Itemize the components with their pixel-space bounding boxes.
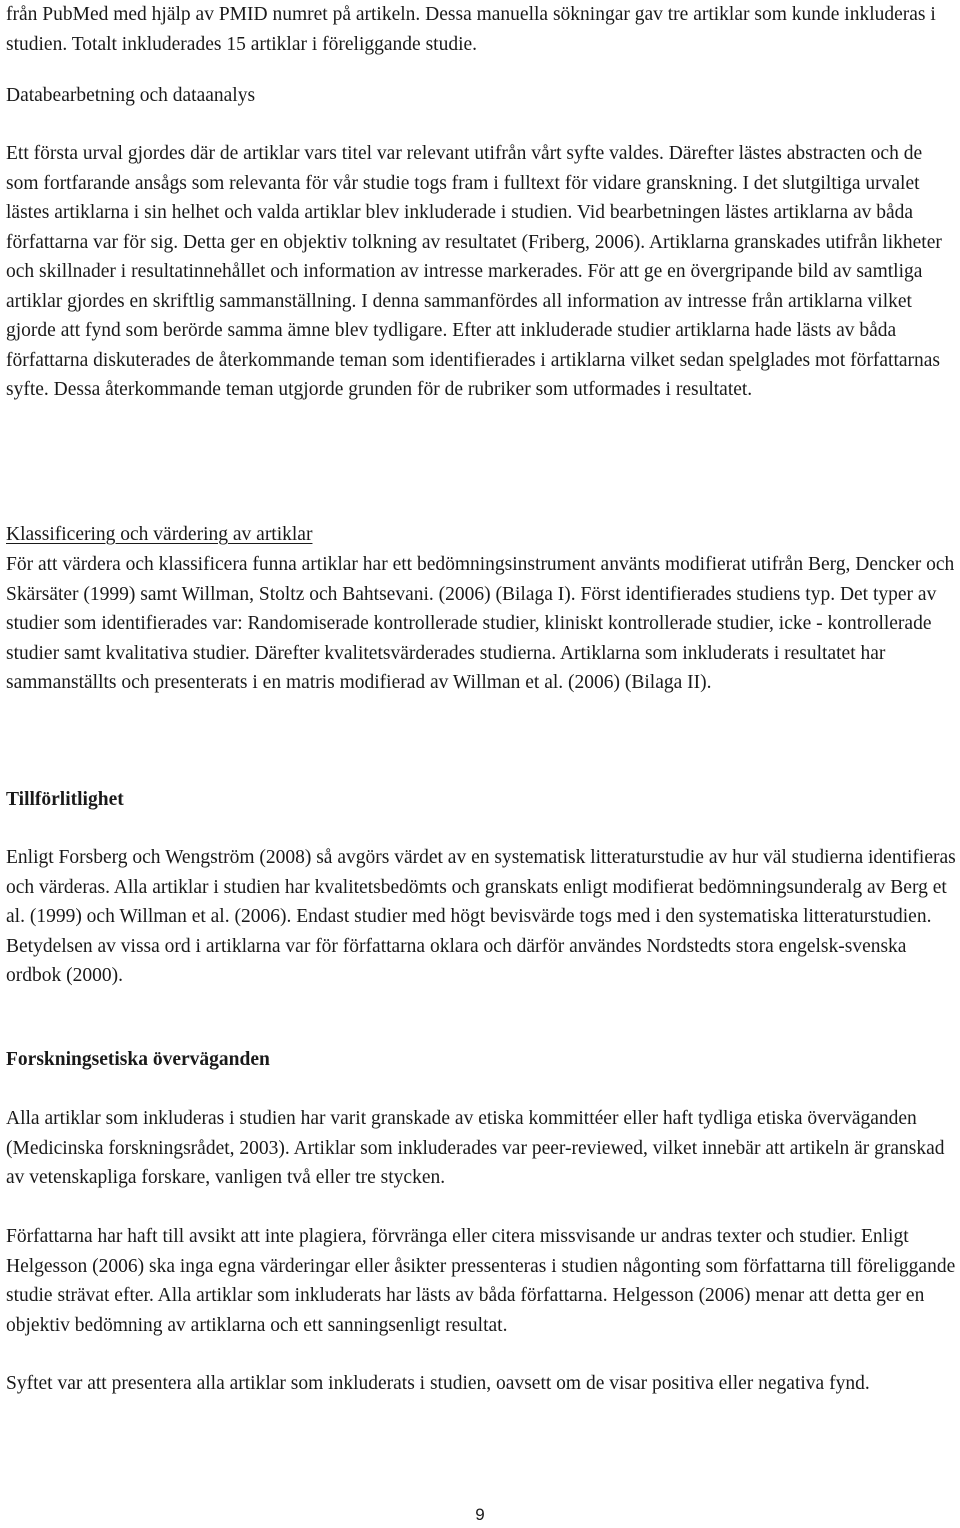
paragraph-tillforlitlighet: Enligt Forsberg och Wengström (2008) så avgörs värdet av en systematisk litteraturstudie av hur väl studierna identifieras och värderas. Alla artiklar i studien har kvalitetsbedömts och granskats enligt modifierat bedömningsunderalg av Berg et al. (1999) och Willman et al. (2006). Endast studier med högt bevisvärde togs med i den systematiska litteraturstudien. Betydelsen av vissa ord i artiklarna var för författarna oklara och därför användes Nordstedts stora engelsk-svenska ordbok (2000). xyxy=(6,847,956,986)
paragraph-etik-3: Syftet var att presentera alla artiklar som inkluderats i studien, oavsett om de visar positiva eller negativa fynd. xyxy=(6,1373,870,1394)
page-number: 9 xyxy=(475,1505,485,1524)
heading-etik: Forskningsetiska överväganden xyxy=(6,1049,270,1070)
intro-paragraph: från PubMed med hjälp av PMID numret på artikeln. Dessa manuella sökningar gav tre artiklar som kunde inkluderas i studien. Totalt inkluderades 15 artiklar i föreliggande studie. xyxy=(6,4,936,55)
heading-tillforlitlighet: Tillförlitlighet xyxy=(6,789,124,810)
paragraph-etik-1: Alla artiklar som inkluderas i studien har varit granskade av etiska kommittéer eller haft tydliga etiska överväganden (Medicinska forskningsrådet, 2003). Artiklar som inkluderades var peer-reviewed, vilket innebär att artikeln är granskad av vetenskapliga forskare, vanligen två eller tre stycken. xyxy=(6,1108,945,1188)
paragraph-etik-2: Författarna har haft till avsikt att inte plagiera, förvränga eller citera missvisande ur andras texter och studier. Enligt Helgesson (2006) ska inga egna värderingar eller åsikter pressenteras i studien någonting som författarna till föreliggande studie strävat efter. Alla artiklar som inkluderats har lästs av båda författarna. Helgesson (2006) menar att detta ger en objektiv bedömning av artiklarna och ett sanningsenligt resultat. xyxy=(6,1226,956,1336)
heading-klassificering: Klassificering och värdering av artiklar xyxy=(6,524,313,545)
paragraph-klassificering: För att värdera och klassificera funna artiklar har ett bedömningsinstrument använts modifierat utifrån Berg, Dencker och Skärsäter (1999) samt Willman, Stoltz och Bahtsevani. (2006) (Bilaga I). Först identifierades studiens typ. Det typer av studier som identifierades var: Randomiserade kontrollerade studier, kliniskt kontrollerade studier, icke - kontrollerade studier samt kvalitativa studier. Därefter kvalitetsvärderades studierna. Artiklarna som inkluderats i resultatet har sammanställts och presenterats i en matris modifierad av Willman et al. (2006) (Bilaga II). xyxy=(6,554,955,693)
paragraph-databearbetning: Ett första urval gjordes där de artiklar vars titel var relevant utifrån vårt syfte valdes. Därefter lästes abstracten och de som fortfarande ansågs som relevanta för vår studie togs fram i fulltext för vidare granskning. I det slutgiltiga urvalet lästes artiklarna i sin helhet och valda artiklar blev inkluderade i studien. Vid bearbetningen lästes artiklarna av båda författarna var för sig. Detta ger en objektiv tolkning av resultatet (Friberg, 2006). Artiklarna granskades utifrån likheter och skillnader i resultatinnehållet och information av intresse markerades. För att ge en övergripande bild av samtliga artiklar gjordes en skriftlig sammanställning. I denna sammanfördes all information av intresse från artiklarna vilket gjorde att fynd som berörde samma ämne blev tydligare. Efter att inkluderade studier artiklarna hade lästs av båda författarna diskuterades de återkommande teman som identifierades i artiklarna vilket sedan spelglades mot författarnas syfte. Dessa återkommande teman utgjorde grunden för de rubriker som utformades i resultatet. xyxy=(6,143,942,400)
heading-databearbetning: Databearbetning och dataanalys xyxy=(6,85,256,106)
